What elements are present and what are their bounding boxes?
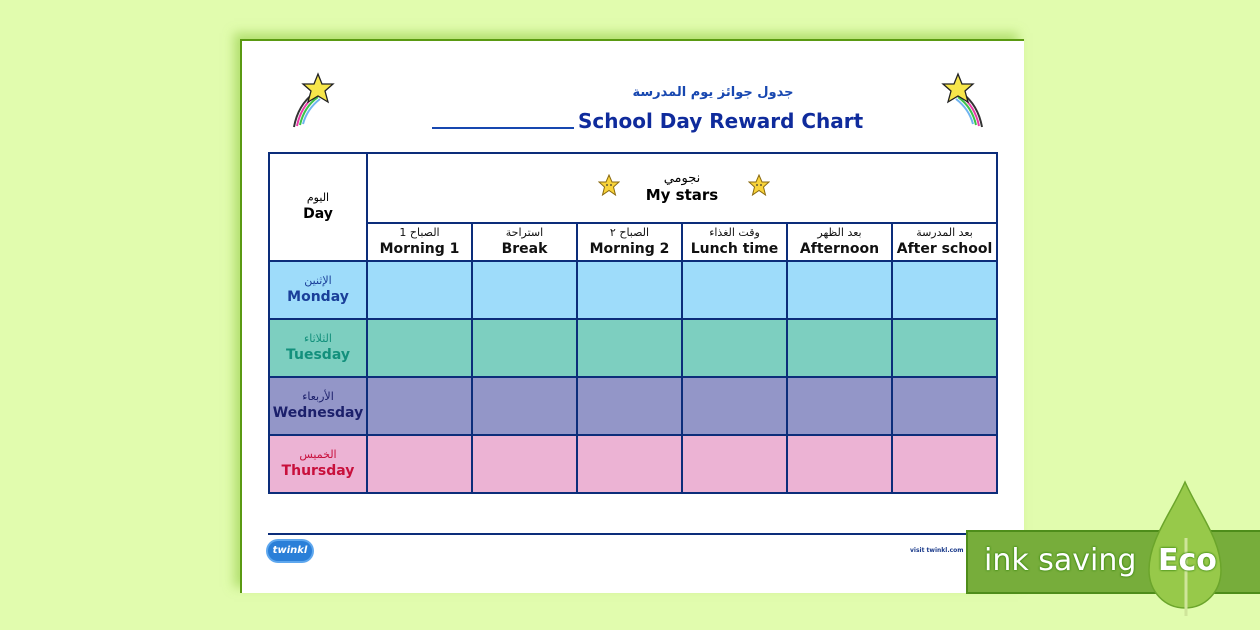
table-row-wednesday (269, 377, 997, 435)
day-label-ar: الإثنين (304, 274, 332, 287)
star-cell[interactable] (367, 377, 472, 435)
day-label-en: Tuesday (286, 347, 350, 363)
column-label-ar: الصباح ٢ (609, 226, 650, 239)
star-cell[interactable] (892, 377, 997, 435)
star-cell[interactable] (787, 435, 892, 493)
day-header-en: Day (303, 206, 333, 222)
day-label-en: Monday (287, 289, 349, 305)
star-cell[interactable] (367, 319, 472, 377)
column-header-afternoon (787, 223, 892, 261)
table-row-thursday (269, 435, 997, 493)
visit-link[interactable]: visit twinkl.com (910, 547, 964, 554)
star-cell[interactable] (682, 261, 787, 319)
reward-chart-table (268, 152, 998, 494)
star-cell[interactable] (787, 377, 892, 435)
column-header-after-school (892, 223, 997, 261)
twinkl-logo: twinkl (268, 541, 312, 561)
title-row (432, 107, 863, 133)
day-cell-monday (269, 261, 367, 319)
star-cell[interactable] (682, 319, 787, 377)
footer-divider (268, 533, 998, 535)
stars-header-en: My stars (645, 186, 719, 204)
table-row-monday (269, 261, 997, 319)
day-header (269, 153, 367, 261)
star-cell[interactable] (367, 435, 472, 493)
star-cell[interactable] (577, 435, 682, 493)
star-cell[interactable] (577, 261, 682, 319)
column-header-morning-1 (367, 223, 472, 261)
column-label-ar: بعد الظهر (817, 226, 862, 239)
star-cell[interactable] (892, 435, 997, 493)
star-cell[interactable] (892, 319, 997, 377)
table-row-tuesday (269, 319, 997, 377)
column-header-lunch-time (682, 223, 787, 261)
star-cell[interactable] (472, 377, 577, 435)
title-english: School Day Reward Chart (578, 109, 864, 133)
day-label-ar: الثلاثاء (304, 332, 332, 345)
name-blank-line (432, 127, 574, 129)
column-label-en: Afternoon (799, 241, 880, 257)
column-header-break (472, 223, 577, 261)
star-cell[interactable] (472, 319, 577, 377)
ink-saving-label: ink saving (984, 543, 1137, 578)
title-arabic: جدول جوائز يوم المدرسة (632, 85, 794, 100)
day-header-ar: اليوم (306, 191, 330, 204)
star-icon (598, 174, 620, 196)
star-cell[interactable] (472, 435, 577, 493)
star-cell[interactable] (682, 435, 787, 493)
column-label-ar: بعد المدرسة (916, 226, 973, 239)
day-label-ar: الأربعاء (302, 390, 334, 403)
day-label-en: Wednesday (272, 405, 364, 421)
star-cell[interactable] (472, 261, 577, 319)
star-cell[interactable] (787, 319, 892, 377)
day-cell-wednesday (269, 377, 367, 435)
shooting-star-icon (288, 71, 338, 131)
eco-label: Eco (1158, 543, 1217, 578)
star-cell[interactable] (367, 261, 472, 319)
star-cell[interactable] (577, 319, 682, 377)
column-label-ar: وقت الغذاء (709, 226, 760, 239)
column-label-ar: استراحة (505, 226, 544, 239)
day-label-en: Thursday (281, 463, 355, 479)
day-label-ar: الخميس (299, 448, 337, 461)
column-label-en: Morning 1 (379, 241, 460, 257)
column-label-en: Break (501, 241, 548, 257)
shooting-star-icon (938, 71, 988, 131)
star-cell[interactable] (682, 377, 787, 435)
star-cell[interactable] (892, 261, 997, 319)
column-label-en: Lunch time (690, 241, 779, 257)
day-cell-thursday (269, 435, 367, 493)
star-cell[interactable] (787, 261, 892, 319)
column-label-ar: الصباح 1 (399, 226, 440, 239)
stars-header (367, 153, 997, 223)
day-cell-tuesday (269, 319, 367, 377)
worksheet-page (240, 39, 1024, 593)
column-header-morning-2 (577, 223, 682, 261)
stars-header-ar: نجومي (663, 171, 701, 186)
star-cell[interactable] (577, 377, 682, 435)
star-icon (748, 174, 770, 196)
column-label-en: Morning 2 (589, 241, 670, 257)
column-label-en: After school (896, 241, 993, 257)
